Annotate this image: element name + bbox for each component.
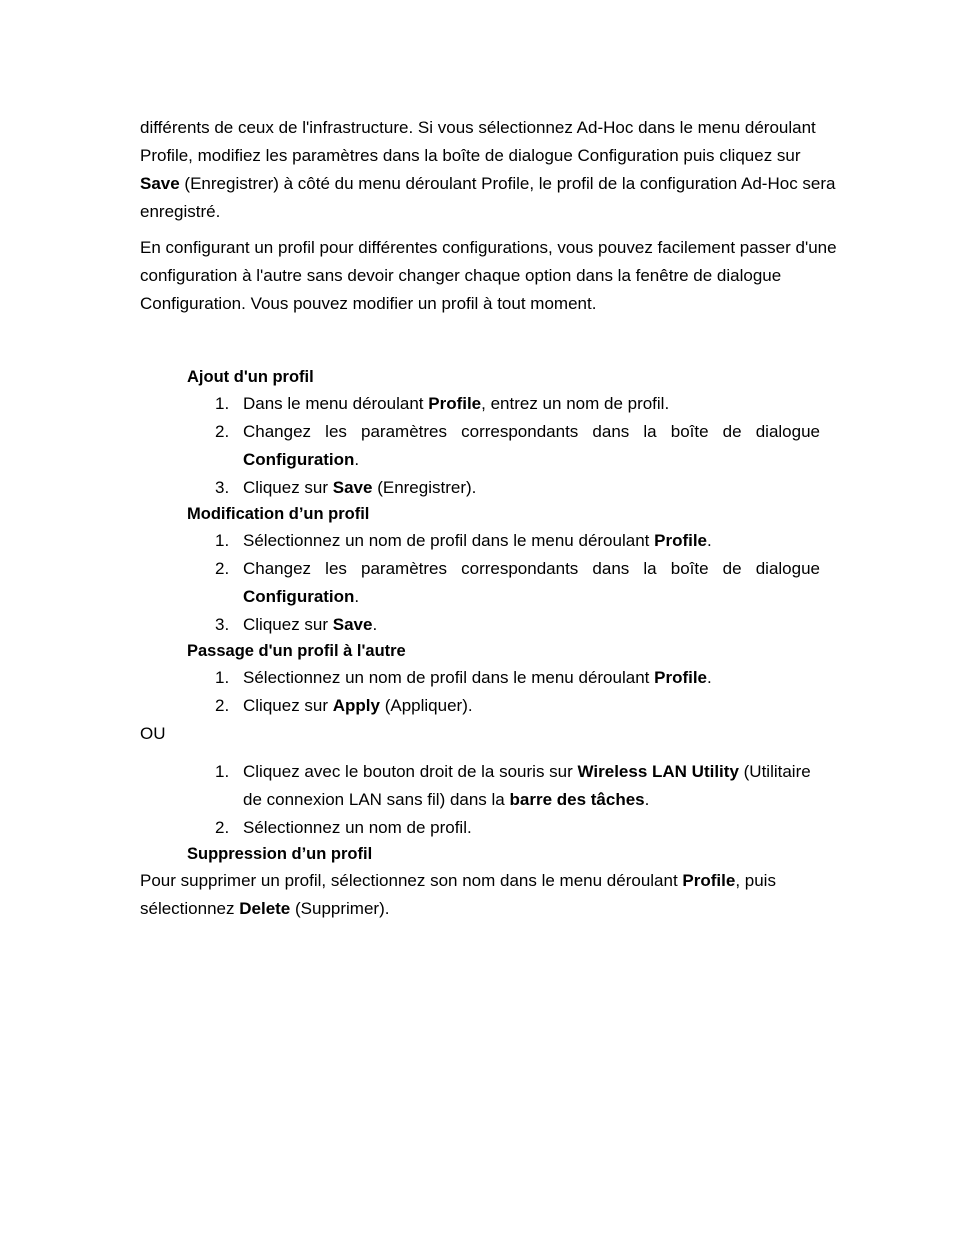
list-number: 2. (215, 696, 230, 715)
intro-paragraph-2: En configurant un profil pour différentes configurations, vous pouvez facilement passer d'une configuration à l'autre sans devoir changer chaque option dans la fenêtre de dialogue Configuration. Vous pouvez modifier un profil à tout moment. (140, 238, 837, 313)
bold-term: Delete (239, 899, 291, 918)
text-span: (Supprimer). (290, 899, 390, 918)
bold-term: Save (332, 615, 373, 634)
bold-term: Configuration (243, 450, 355, 469)
list-item (140, 527, 820, 555)
list-item (140, 418, 820, 474)
list-item (140, 390, 820, 418)
text-span: (Appliquer). (380, 696, 473, 715)
text-span: Cliquez sur (243, 615, 333, 634)
text-span: . (644, 790, 650, 809)
list-item (140, 555, 820, 611)
text-span: . (372, 615, 378, 634)
text-span: (Utilitaire de connexion LAN sans fil) dans la (243, 762, 811, 809)
text-span: Cliquez avec le bouton droit de la souris sur (243, 762, 578, 781)
heading-switch-profile: Passage d'un profil à l'autre (187, 642, 406, 660)
delete-paragraph (140, 867, 840, 923)
modify-profile-steps (140, 527, 840, 639)
text-span: Cliquez sur (243, 696, 333, 715)
heading-add-profile: Ajout d'un profil (187, 368, 314, 386)
list-number: 3. (215, 478, 230, 497)
document-page (140, 114, 840, 923)
bold-term: barre des tâches (509, 790, 645, 809)
list-number: 1. (215, 531, 230, 550)
text-span: . (707, 531, 712, 550)
text-span: (Enregistrer). (372, 478, 477, 497)
text-span: , puis sélectionnez (140, 871, 776, 918)
bold-term: Configuration (243, 587, 355, 606)
bold-term: Apply (332, 696, 380, 715)
text-span: Cliquez sur (243, 478, 333, 497)
text-span: Pour supprimer un profil, sélectionnez son nom dans le menu déroulant (140, 871, 683, 890)
list-item (140, 692, 820, 720)
text-span: (Enregistrer) à côté du menu déroulant Profile, le profil de la configuration Ad-Hoc sera enregistré. (140, 174, 836, 221)
text-span: Changez les paramètres correspondants dans la boîte de dialogue (243, 422, 820, 441)
list-number: 2. (215, 818, 230, 837)
list-number: 3. (215, 615, 230, 634)
heading-delete-profile: Suppression d’un profil (187, 845, 373, 863)
list-number: 1. (215, 762, 230, 781)
list-item (140, 474, 820, 502)
bold-term: Profile (428, 394, 482, 413)
list-number: 1. (215, 394, 230, 413)
list-item (140, 664, 820, 692)
or-separator: OU (140, 724, 166, 743)
text-span: Sélectionnez un nom de profil dans le menu déroulant (243, 668, 655, 687)
text-span: Sélectionnez un nom de profil. (243, 818, 472, 837)
switch-profile-alt-steps (140, 758, 840, 842)
add-profile-steps (140, 390, 840, 502)
switch-profile-steps (140, 664, 840, 720)
bold-term-save: Save (140, 174, 180, 193)
bold-term: Profile (654, 668, 708, 687)
list-item (140, 814, 820, 842)
text-span: Dans le menu déroulant (243, 394, 429, 413)
heading-modify-profile: Modification d’un profil (187, 505, 370, 523)
text-span: Changez les paramètres correspondants dans la boîte de dialogue (243, 559, 820, 578)
list-item (140, 758, 820, 814)
intro-paragraph-1 (140, 114, 840, 226)
text-span: . (707, 668, 712, 687)
list-number: 1. (215, 668, 230, 687)
text-span: . (354, 587, 360, 606)
bold-term: Save (332, 478, 373, 497)
text-span: , entrez un nom de profil. (481, 394, 670, 413)
bold-term: Profile (682, 871, 736, 890)
list-number: 2. (215, 559, 230, 578)
text-span: différents de ceux de l'infrastructure. Si vous sélectionnez Ad-Hoc dans le menu déroulant Profile, modifiez les paramètres dans la boîte de dialogue Configuration puis cliquez sur (140, 118, 816, 165)
text-span: . (354, 450, 360, 469)
list-item (140, 611, 820, 639)
list-number: 2. (215, 422, 230, 441)
bold-term: Wireless LAN Utility (577, 762, 739, 781)
bold-term: Profile (654, 531, 708, 550)
text-span: Sélectionnez un nom de profil dans le menu déroulant (243, 531, 655, 550)
